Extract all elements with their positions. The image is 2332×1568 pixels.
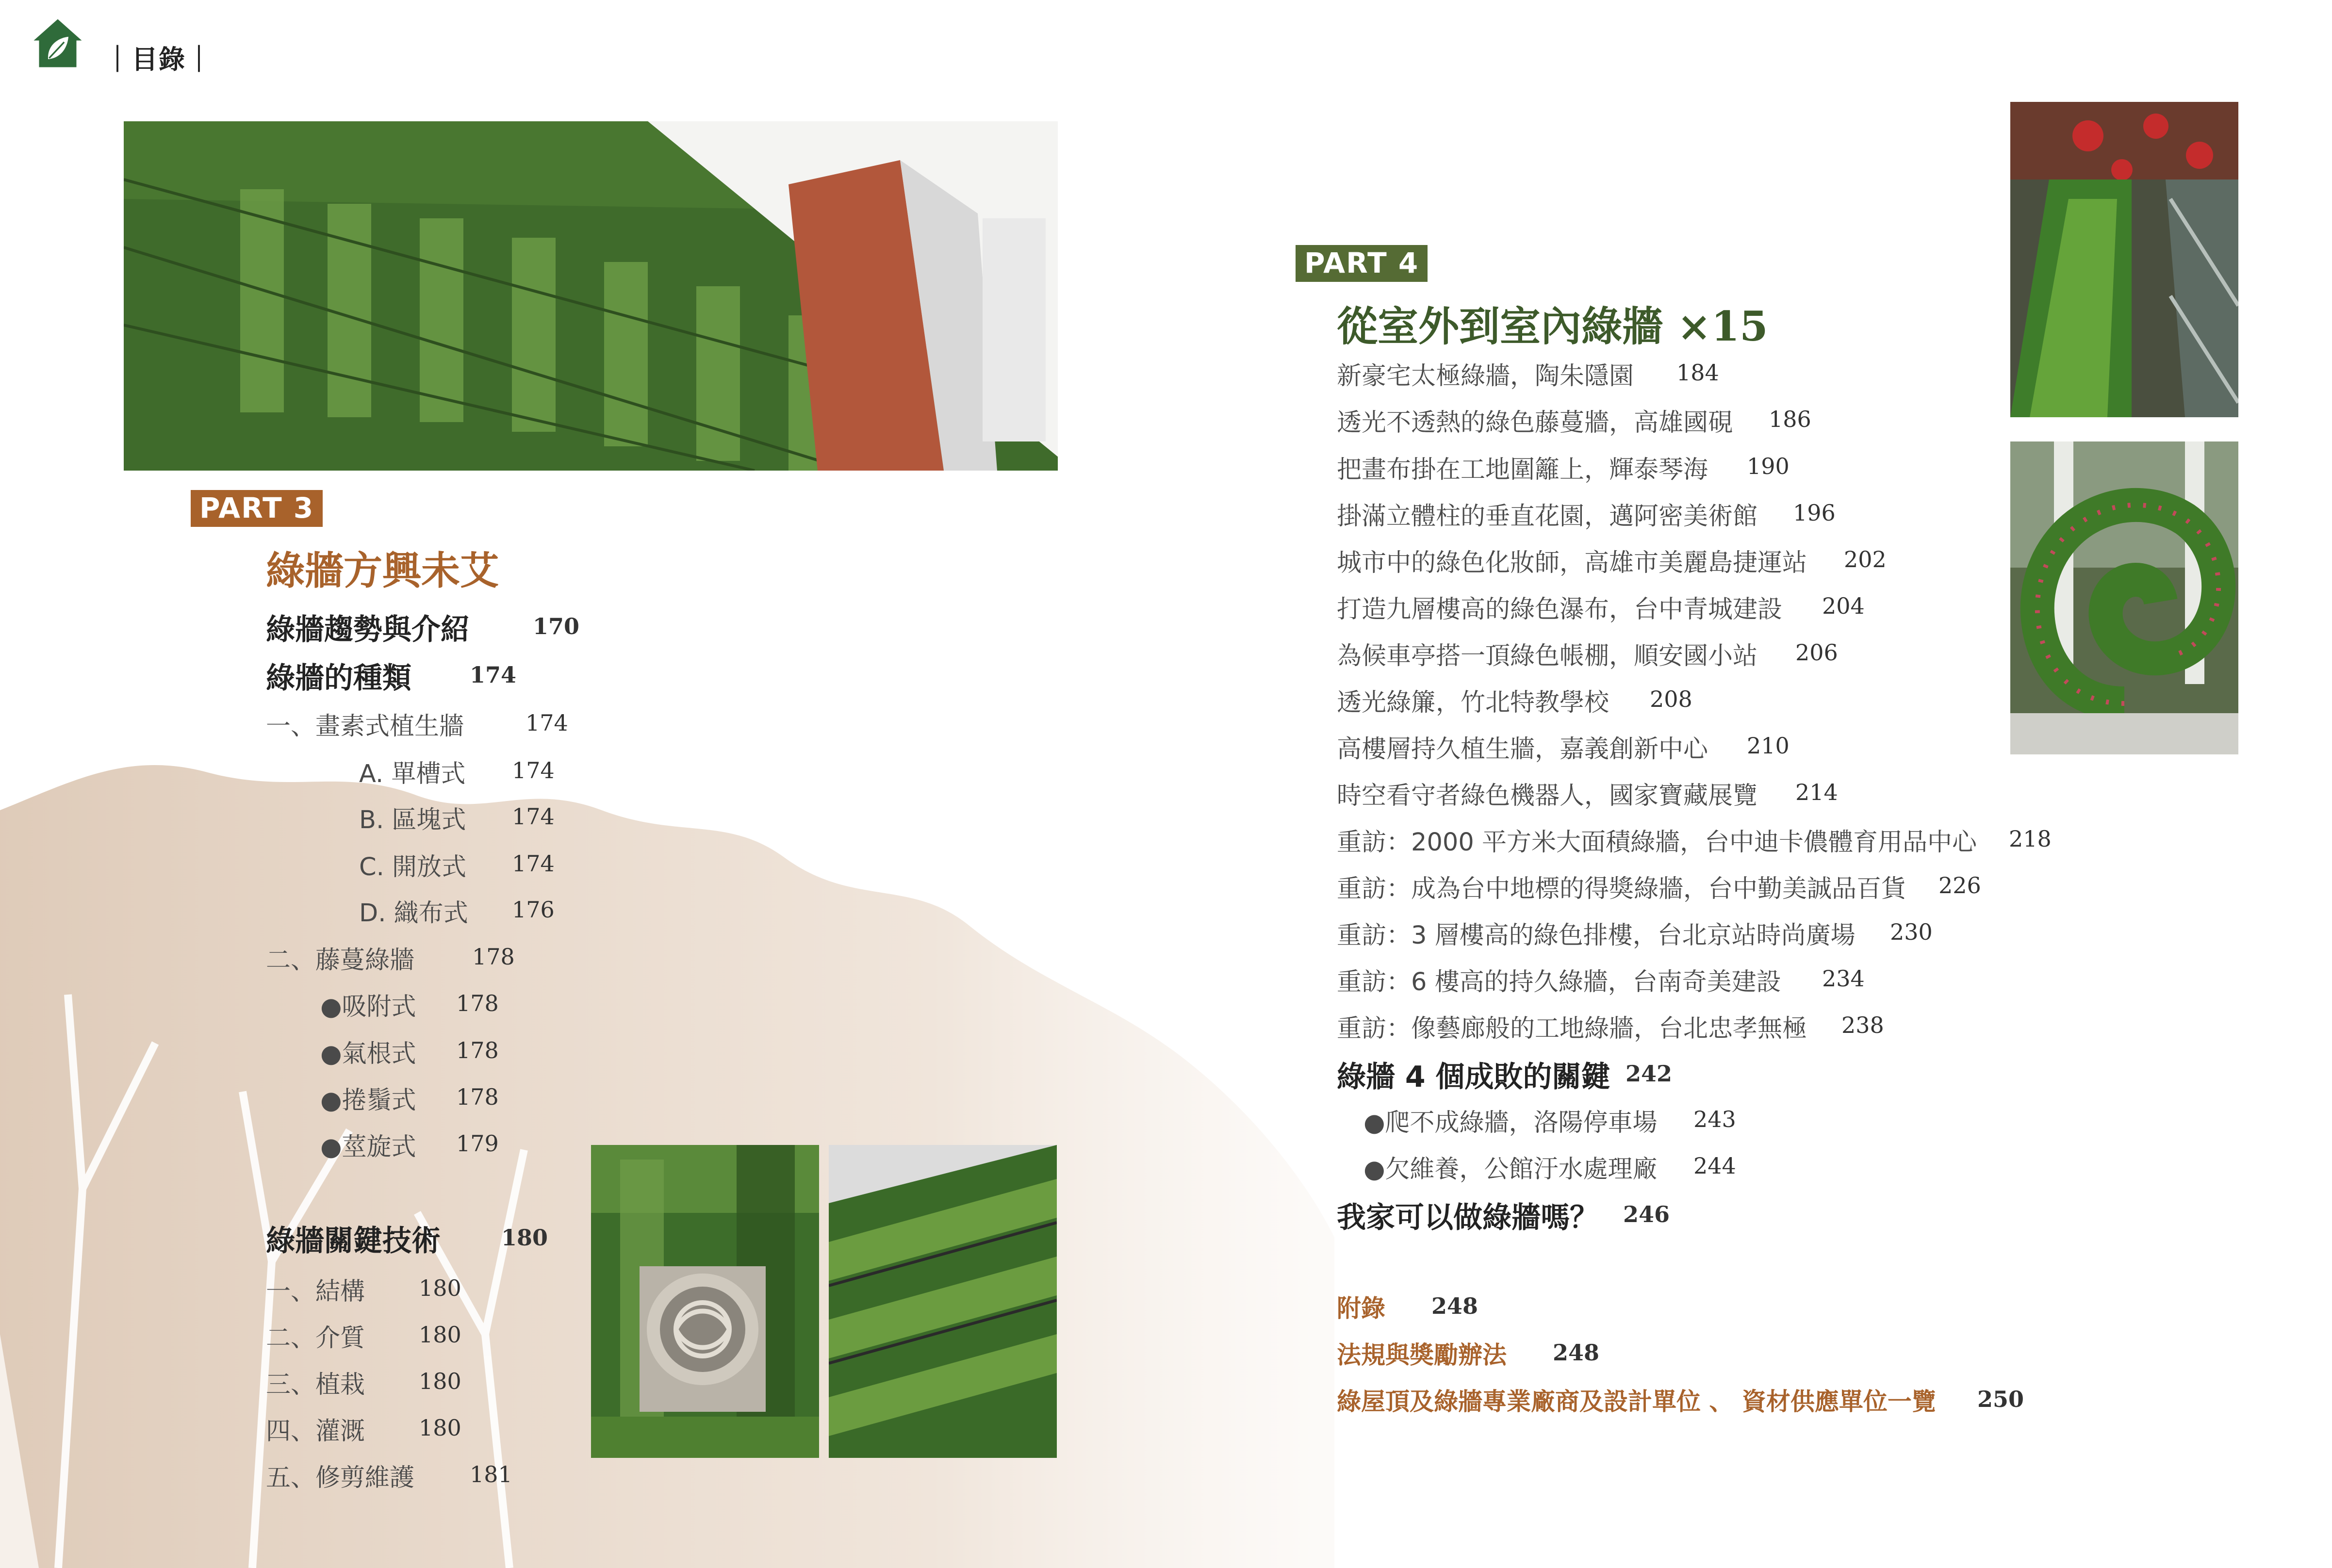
toc-entry[interactable]: 二、藤蔓綠牆 178 (266, 944, 515, 975)
toc-entry[interactable]: 一、結構 180 (266, 1275, 461, 1306)
part4-badge: PART 4 (1296, 245, 1428, 282)
green-wall-slanted-photo (829, 1145, 1057, 1458)
toc-entry[interactable]: 綠牆關鍵技術 180 (266, 1224, 548, 1258)
toc-entry[interactable]: 高樓層持久植生牆，嘉義創新中心 210 (1337, 733, 1790, 764)
toc-entry[interactable]: 一、畫素式植生牆 174 (266, 710, 568, 741)
toc-entry[interactable]: 綠牆的種類 174 (266, 661, 517, 695)
spiral-green-sculpture-photo (2010, 441, 2238, 754)
toc-entry[interactable]: B. 區塊式 174 (359, 803, 555, 834)
toc-entry[interactable]: 城市中的綠色化妝師，高雄市美麗島捷運站 202 (1337, 546, 1887, 577)
toc-entry[interactable]: ●莖旋式 179 (320, 1130, 499, 1161)
part4-title: 從室外到室內綠牆 ×15 (1337, 302, 1768, 350)
green-wall-building-photo (124, 121, 1058, 471)
toc-entry[interactable]: 重訪：2000 平方米大面積綠牆，台中迪卡儂體育用品中心 218 (1337, 826, 2052, 857)
toc-entry[interactable]: 新豪宅太極綠牆，陶朱隱園 184 (1337, 359, 1719, 391)
toc-entry[interactable]: ●氣根式 178 (320, 1037, 499, 1068)
green-wall-round-window-photo (591, 1145, 819, 1458)
toc-entry[interactable]: 為候車亭搭一頂綠色帳棚，順安國小站 206 (1337, 639, 1838, 670)
toc-entry[interactable]: ●爬不成綠牆，洛陽停車場 243 (1363, 1106, 1736, 1137)
part3-badge: PART 3 (191, 490, 323, 527)
toc-appendix-entry[interactable]: 附錄 248 (1337, 1293, 1478, 1323)
toc-entry[interactable]: 綠牆趨勢與介紹 170 (266, 613, 580, 647)
toc-entry[interactable]: ●欠維養，公館汙水處理廠 244 (1363, 1153, 1736, 1184)
toc-entry[interactable]: 重訪：像藝廊般的工地綠牆，台北忠孝無極 238 (1337, 1012, 1884, 1043)
toc-entry[interactable]: 打造九層樓高的綠色瀑布，台中青城建設 204 (1337, 593, 1865, 624)
toc-entry[interactable]: 時空看守者綠色機器人，國家寶藏展覽 214 (1337, 779, 1838, 810)
toc-entry[interactable]: 把畫布掛在工地圍籬上，輝泰琴海 190 (1337, 453, 1790, 484)
toc-entry[interactable]: A. 單槽式 174 (359, 757, 555, 788)
toc-entry[interactable]: ●吸附式 178 (320, 990, 499, 1021)
toc-entry[interactable]: 掛滿立體柱的垂直花園，邁阿密美術館 196 (1337, 500, 1836, 531)
toc-entry[interactable]: 透光綠簾，竹北特教學校 208 (1337, 686, 1692, 717)
toc-entry[interactable]: 重訪：成為台中地標的得獎綠牆，台中勤美誠品百貨 226 (1337, 872, 1981, 903)
toc-entry[interactable]: 我家可以做綠牆嗎？ 246 (1337, 1201, 1670, 1235)
toc-entry[interactable]: 五、修剪維護 181 (266, 1461, 512, 1492)
toc-entry[interactable]: ●捲鬚式 178 (320, 1084, 499, 1115)
toc-entry[interactable]: 重訪：6 樓高的持久綠牆，台南奇美建設 234 (1337, 965, 1865, 996)
indoor-green-wall-photo (2010, 102, 2238, 417)
toc-entry[interactable]: 二、介質 180 (266, 1322, 461, 1353)
part3-title: 綠牆方興未艾 (266, 548, 499, 593)
page-header-title: ｜目錄｜ (104, 44, 213, 75)
toc-entry[interactable]: 重訪：3 層樓高的綠色排樓，台北京站時尚廣場 230 (1337, 919, 1933, 950)
toc-appendix-entry[interactable]: 綠屋頂及綠牆專業廠商及設計單位 、 資材供應單位一覽 250 (1337, 1386, 2024, 1416)
toc-entry[interactable]: 四、灌溉 180 (266, 1415, 461, 1446)
toc-entry[interactable]: D. 織布式 176 (359, 897, 555, 928)
toc-entry[interactable]: 三、植栽 180 (266, 1368, 461, 1399)
toc-entry[interactable]: 綠牆 4 個成敗的關鍵 242 (1337, 1060, 1673, 1094)
toc-appendix-entry[interactable]: 法規與獎勵辦法 248 (1337, 1339, 1600, 1369)
toc-entry[interactable]: 透光不透熱的綠色藤蔓牆，高雄國硯 186 (1337, 406, 1811, 437)
toc-entry[interactable]: C. 開放式 174 (359, 850, 555, 882)
house-leaf-icon (31, 16, 84, 70)
